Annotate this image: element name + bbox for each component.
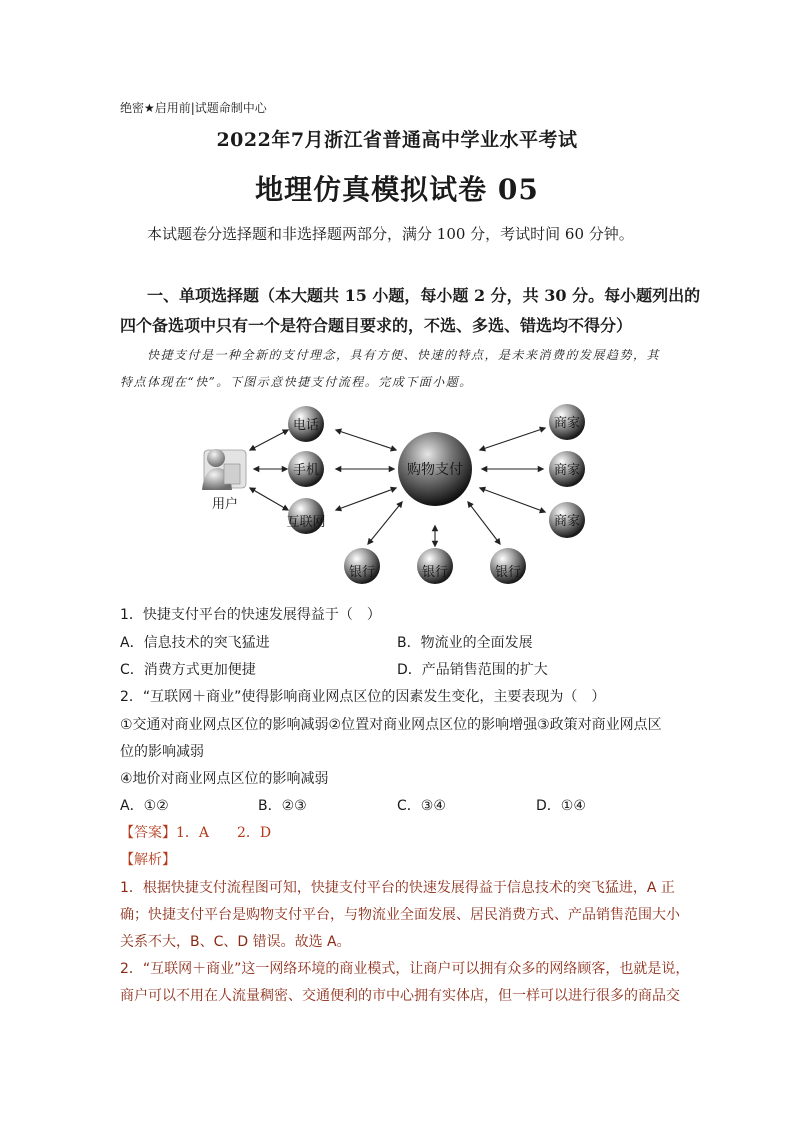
material-text-line2: 特点体现在“快”。下图示意快捷支付流程。完成下面小题。 bbox=[120, 375, 473, 389]
analysis-1-line1: 1．根据快捷支付流程图可知，快捷支付平台的快速发展得益于信息技术的突飞猛进，A 正 bbox=[120, 880, 675, 896]
center-node-payment bbox=[398, 432, 472, 506]
merchant-node-3 bbox=[549, 502, 585, 538]
question-2-option-a: A．①② bbox=[120, 798, 169, 814]
svg-text:商家: 商家 bbox=[553, 416, 581, 431]
question-2-statements-cont: 位的影响减弱 bbox=[120, 744, 204, 760]
question-1-option-d: D．产品销售范围的扩大 bbox=[397, 662, 548, 678]
material-text-line1: 快捷支付是一种全新的支付理念，具有方便、快速的特点，是未来消费的发展趋势，其 bbox=[147, 348, 661, 362]
question-2-option-c: C．③④ bbox=[397, 798, 446, 814]
svg-text:银行: 银行 bbox=[494, 565, 522, 580]
question-2-option-d: D．①④ bbox=[536, 798, 586, 814]
bank-node-3 bbox=[490, 548, 526, 584]
answer-text: 1．A 2．D bbox=[176, 825, 272, 841]
merchant-node-2 bbox=[549, 451, 585, 487]
section-heading-line1: 一、单项选择题（本大题共 15 小题，每小题 2 分，共 30 分。每小题列出的 bbox=[147, 286, 701, 305]
channel-node-mobile bbox=[288, 451, 324, 487]
bank-node-1 bbox=[344, 548, 380, 584]
svg-text:购物支付: 购物支付 bbox=[407, 462, 463, 478]
question-2-statements: ①交通对商业网点区位的影响减弱②位置对商业网点区位的影响增强③政策对商业网点区 bbox=[120, 717, 662, 733]
question-1-option-b: B．物流业的全面发展 bbox=[397, 635, 533, 651]
paper-title: 地理仿真模拟试卷 05 bbox=[255, 173, 539, 206]
svg-text:银行: 银行 bbox=[421, 565, 449, 580]
analysis-tag: 【解析】 bbox=[120, 852, 176, 868]
question-1-stem: 1．快捷支付平台的快速发展得益于（ ） bbox=[120, 607, 381, 623]
svg-text:银行: 银行 bbox=[348, 565, 376, 580]
channel-node-phone bbox=[288, 406, 324, 442]
svg-text:商家: 商家 bbox=[553, 463, 581, 478]
question-2-option-b: B．②③ bbox=[258, 798, 307, 814]
analysis-1-line2: 确；快捷支付平台是购物支付平台，与物流业全面发展、居民消费方式、产品销售范围大小 bbox=[120, 907, 680, 923]
answer-tag: 【答案】 bbox=[120, 825, 176, 841]
analysis-2-line2: 商户可以不用在人流量稠密、交通便利的市中心拥有实体店，但一样可以进行很多的商品交 bbox=[120, 988, 680, 1004]
bank-node-2 bbox=[417, 548, 453, 584]
answer-line bbox=[120, 822, 271, 842]
question-2-stem: 2．“互联网＋商业”使得影响商业网点区位的因素发生变化，主要表现为（ ） bbox=[120, 689, 606, 705]
analysis-2-line1: 2．“互联网＋商业”这一网络环境的商业模式，让商户可以拥有众多的网络顾客，也就是说， bbox=[120, 961, 690, 977]
section-heading-line2: 四个备选项中只有一个是符合题目要求的，不选、多选、错选均不得分） bbox=[120, 316, 633, 335]
svg-text:互联网: 互联网 bbox=[286, 515, 326, 530]
question-2-statement-4: ④地价对商业网点区位的影响减弱 bbox=[120, 771, 329, 787]
merchant-node-1 bbox=[549, 404, 585, 440]
svg-text:电话: 电话 bbox=[292, 418, 320, 433]
confidential-header: 绝密★启用前|试题命制中心 bbox=[120, 101, 267, 115]
quick-payment-diagram bbox=[190, 398, 610, 593]
question-1-option-a: A．信息技术的突飞猛进 bbox=[120, 635, 270, 651]
user-label: 用户 bbox=[212, 497, 239, 512]
channel-node-internet bbox=[286, 498, 325, 534]
question-1-option-c: C．消费方式更加便捷 bbox=[120, 662, 256, 678]
user-icon bbox=[202, 449, 246, 490]
exam-title: 2022年7月浙江省普通高中学业水平考试 bbox=[216, 129, 578, 151]
svg-text:手机: 手机 bbox=[292, 463, 320, 478]
svg-text:商家: 商家 bbox=[553, 514, 581, 529]
intro-text: 本试题卷分选择题和非选择题两部分，满分 100 分，考试时间 60 分钟。 bbox=[147, 225, 634, 243]
analysis-1-line3: 关系不大，B、C、D 错误。故选 A。 bbox=[120, 934, 351, 950]
